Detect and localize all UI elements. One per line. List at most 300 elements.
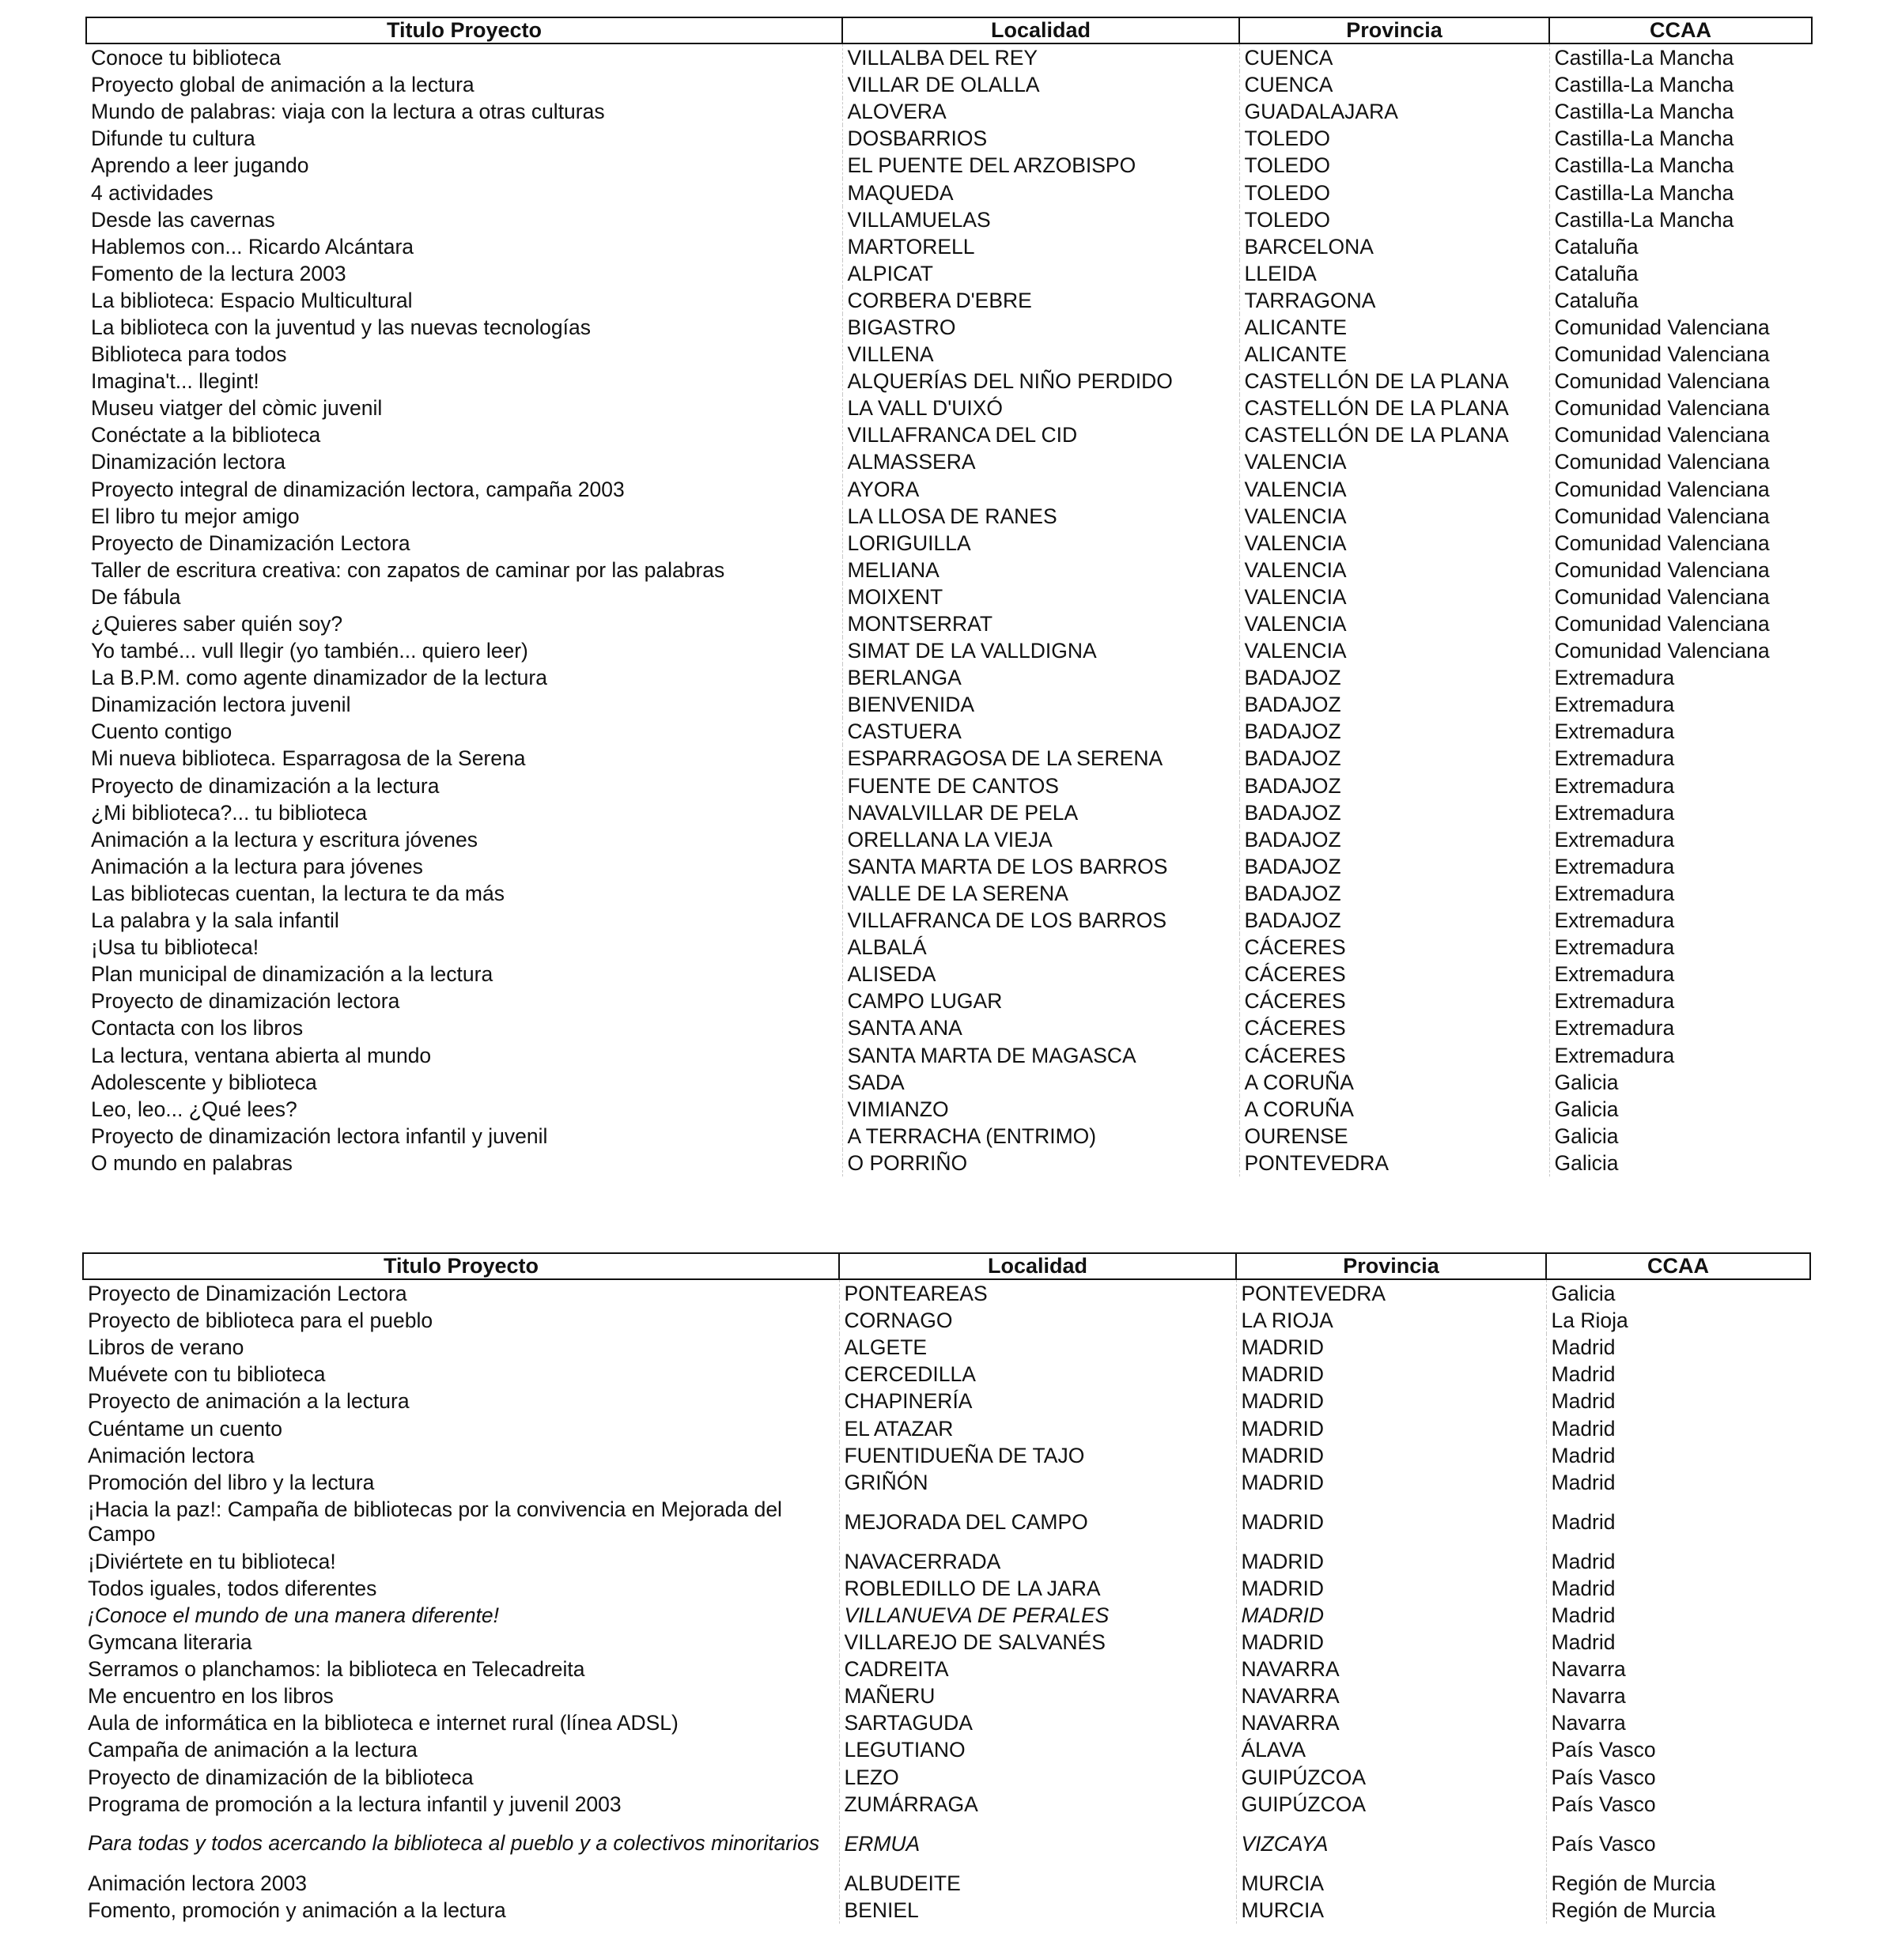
cell-provincia: CÁCERES [1239, 961, 1549, 988]
table-row [86, 1123, 1812, 1150]
cell-titulo: Hablemos con... Ricardo Alcántara [91, 234, 414, 259]
cell-provincia: PONTEVEDRA [1239, 1150, 1549, 1176]
cell-localidad: BENIEL [839, 1897, 1236, 1924]
cell-ccaa: Cataluña [1549, 233, 1812, 260]
table-row [86, 610, 1812, 637]
cell-ccaa: Extremadura [1549, 961, 1812, 988]
cell-titulo: La lectura, ventana abierta al mundo [91, 1043, 432, 1067]
table-row [83, 1602, 1810, 1629]
cell-titulo: El libro tu mejor amigo [91, 504, 300, 528]
cell-localidad: VILLAFRANCA DEL CID [842, 421, 1239, 448]
cell-provincia: LLEIDA [1239, 260, 1549, 287]
cell-localidad: O PORRIÑO [842, 1150, 1239, 1176]
cell-titulo: ¡Conoce el mundo de una manera diferente! [88, 1603, 500, 1627]
cell-ccaa: Comunidad Valenciana [1549, 557, 1812, 583]
cell-localidad: CADREITA [839, 1656, 1236, 1682]
cell-provincia: TOLEDO [1239, 125, 1549, 152]
table-row [83, 1818, 1810, 1870]
table-row [83, 1629, 1810, 1656]
cell-titulo: Serramos o planchamos: la biblioteca en Telecadreita [88, 1657, 585, 1682]
cell-titulo: Proyecto de dinamización lectora [91, 989, 400, 1014]
table-row [86, 421, 1812, 448]
cell-localidad: SIMAT DE LA VALLDIGNA [842, 637, 1239, 664]
table-row [86, 745, 1812, 772]
cell-provincia: CÁCERES [1239, 988, 1549, 1014]
cell-ccaa: Comunidad Valenciana [1549, 610, 1812, 637]
cell-titulo: Conoce tu biblioteca [91, 46, 282, 70]
cell-titulo: Cuéntame un cuento [88, 1416, 283, 1441]
cell-ccaa: Comunidad Valenciana [1549, 583, 1812, 610]
cell-provincia: TOLEDO [1239, 152, 1549, 179]
cell-localidad: ALPICAT [842, 260, 1239, 287]
cell-localidad: ALBALÁ [842, 934, 1239, 961]
cell-ccaa: País Vasco [1546, 1818, 1810, 1870]
cell-provincia: MURCIA [1236, 1870, 1546, 1897]
header-localidad: Localidad [839, 1253, 1236, 1279]
cell-ccaa: Navarra [1546, 1709, 1810, 1736]
cell-provincia: MADRID [1236, 1496, 1546, 1548]
cell-provincia: MADRID [1236, 1442, 1546, 1469]
cell-localidad: LORIGUILLA [842, 530, 1239, 557]
table-row [83, 1388, 1810, 1414]
cell-localidad: BERLANGA [842, 664, 1239, 691]
table-header-row [83, 1253, 1810, 1279]
cell-titulo: ¡Hacia la paz!: Campaña de bibliotecas por la convivencia en Mejorada del Campo [88, 1497, 782, 1546]
cell-provincia: CUENCA [1239, 43, 1549, 71]
table-row [86, 637, 1812, 664]
cell-localidad: MAQUEDA [842, 179, 1239, 206]
table-row [86, 826, 1812, 853]
table-row [86, 664, 1812, 691]
table-row [86, 583, 1812, 610]
cell-localidad: VIMIANZO [842, 1096, 1239, 1123]
cell-ccaa: Extremadura [1549, 988, 1812, 1014]
cell-localidad: ALMASSERA [842, 448, 1239, 475]
cell-ccaa: Castilla-La Mancha [1549, 43, 1812, 71]
cell-ccaa: Comunidad Valenciana [1549, 395, 1812, 421]
cell-localidad: ZUMÁRRAGA [839, 1791, 1236, 1818]
cell-ccaa: Comunidad Valenciana [1549, 341, 1812, 368]
header-provincia: Provincia [1239, 17, 1549, 43]
cell-titulo: Yo també... vull llegir (yo también... quiero leer) [91, 639, 528, 663]
cell-provincia: CÁCERES [1239, 1041, 1549, 1068]
table-row [86, 988, 1812, 1014]
table-row [83, 1496, 1810, 1548]
cell-titulo: Las bibliotecas cuentan, la lectura te da más [91, 881, 505, 905]
cell-ccaa: Comunidad Valenciana [1549, 448, 1812, 475]
table-row [83, 1764, 1810, 1791]
cell-provincia: MADRID [1236, 1629, 1546, 1656]
cell-ccaa: Castilla-La Mancha [1549, 206, 1812, 233]
cell-titulo: Plan municipal de dinamización a la lectura [91, 962, 493, 987]
table-row [83, 1361, 1810, 1388]
cell-titulo: O mundo en palabras [91, 1150, 293, 1175]
cell-titulo: Proyecto de biblioteca para el pueblo [88, 1309, 433, 1333]
table-row [86, 799, 1812, 826]
cell-ccaa: Madrid [1546, 1629, 1810, 1656]
cell-titulo: Animación lectora [88, 1443, 255, 1467]
cell-ccaa: Madrid [1546, 1602, 1810, 1629]
cell-ccaa: Castilla-La Mancha [1549, 71, 1812, 98]
cell-provincia: BADAJOZ [1239, 745, 1549, 772]
cell-provincia: A CORUÑA [1239, 1096, 1549, 1123]
cell-ccaa: Extremadura [1549, 934, 1812, 961]
table-row [86, 152, 1812, 179]
cell-localidad: ALQUERÍAS DEL NIÑO PERDIDO [842, 368, 1239, 395]
cell-provincia: TOLEDO [1239, 206, 1549, 233]
cell-ccaa: Galicia [1549, 1096, 1812, 1123]
table-row [83, 1897, 1810, 1924]
header-ccaa: CCAA [1549, 17, 1812, 43]
cell-localidad: FUENTIDUEÑA DE TAJO [839, 1442, 1236, 1469]
table-row [83, 1709, 1810, 1736]
table-row [86, 368, 1812, 395]
cell-ccaa: Extremadura [1549, 826, 1812, 853]
cell-provincia: VIZCAYA [1236, 1818, 1546, 1870]
table-row [83, 1870, 1810, 1897]
cell-ccaa: Madrid [1546, 1334, 1810, 1361]
cell-provincia: MADRID [1236, 1388, 1546, 1414]
cell-provincia: ALICANTE [1239, 314, 1549, 341]
cell-titulo: Promoción del libro y la lectura [88, 1470, 375, 1494]
table-row [86, 260, 1812, 287]
cell-titulo: Taller de escritura creativa: con zapatos de caminar por las palabras [91, 557, 725, 582]
cell-localidad: EL PUENTE DEL ARZOBISPO [842, 152, 1239, 179]
cell-provincia: GUIPÚZCOA [1236, 1791, 1546, 1818]
table-row [83, 1469, 1810, 1496]
cell-localidad: ORELLANA LA VIEJA [842, 826, 1239, 853]
cell-ccaa: Región de Murcia [1546, 1897, 1810, 1924]
cell-ccaa: Cataluña [1549, 287, 1812, 314]
cell-titulo: Me encuentro en los libros [88, 1684, 334, 1709]
table-row [86, 233, 1812, 260]
table-body [86, 43, 1812, 1176]
table-row [83, 1548, 1810, 1575]
cell-ccaa: Comunidad Valenciana [1549, 637, 1812, 664]
cell-titulo: Dinamización lectora juvenil [91, 693, 351, 717]
cell-titulo: Fomento, promoción y animación a la lectura [88, 1898, 506, 1922]
cell-titulo: Proyecto de Dinamización Lectora [91, 531, 410, 555]
cell-provincia: MURCIA [1236, 1897, 1546, 1924]
cell-ccaa: País Vasco [1546, 1736, 1810, 1763]
cell-localidad: AYORA [842, 476, 1239, 503]
header-ccaa: CCAA [1546, 1253, 1810, 1279]
cell-localidad: A TERRACHA (ENTRIMO) [842, 1123, 1239, 1150]
cell-provincia: ALICANTE [1239, 341, 1549, 368]
cell-ccaa: Comunidad Valenciana [1549, 421, 1812, 448]
table-row [83, 1334, 1810, 1361]
cell-localidad: VILLALBA DEL REY [842, 43, 1239, 71]
cell-ccaa: Extremadura [1549, 664, 1812, 691]
cell-ccaa: Galicia [1546, 1279, 1810, 1307]
cell-provincia: TARRAGONA [1239, 287, 1549, 314]
table-row [86, 853, 1812, 880]
cell-titulo: Aula de informática en la biblioteca e internet rural (línea ADSL) [88, 1711, 679, 1735]
cell-provincia: CÁCERES [1239, 1014, 1549, 1041]
table-row [86, 43, 1812, 71]
table-row [86, 179, 1812, 206]
cell-titulo: La B.P.M. como agente dinamizador de la lectura [91, 666, 547, 690]
cell-provincia: NAVARRA [1236, 1682, 1546, 1709]
table-row [86, 341, 1812, 368]
cell-localidad: ALOVERA [842, 98, 1239, 125]
cell-localidad: SANTA ANA [842, 1014, 1239, 1041]
cell-titulo: Campaña de animación a la lectura [88, 1738, 418, 1762]
table-row [86, 772, 1812, 799]
table-row [86, 503, 1812, 530]
header-provincia: Provincia [1236, 1253, 1546, 1279]
cell-localidad: CORNAGO [839, 1307, 1236, 1334]
cell-localidad: CHAPINERÍA [839, 1388, 1236, 1414]
table-row [83, 1442, 1810, 1469]
cell-localidad: SADA [842, 1069, 1239, 1096]
cell-localidad: NAVACERRADA [839, 1548, 1236, 1575]
cell-titulo: 4 actividades [91, 180, 214, 205]
cell-ccaa: Extremadura [1549, 718, 1812, 745]
cell-localidad: MAÑERU [839, 1682, 1236, 1709]
cell-ccaa: Comunidad Valenciana [1549, 530, 1812, 557]
cell-provincia: VALENCIA [1239, 530, 1549, 557]
table-row [86, 1041, 1812, 1068]
cell-ccaa: Madrid [1546, 1442, 1810, 1469]
cell-ccaa: Comunidad Valenciana [1549, 314, 1812, 341]
table-row [86, 476, 1812, 503]
cell-provincia: VALENCIA [1239, 476, 1549, 503]
cell-titulo: Proyecto integral de dinamización lectora, campaña 2003 [91, 477, 625, 501]
table-row [83, 1414, 1810, 1441]
cell-localidad: CORBERA D'EBRE [842, 287, 1239, 314]
cell-titulo: Proyecto de Dinamización Lectora [88, 1282, 407, 1306]
cell-titulo: De fábula [91, 584, 181, 609]
cell-titulo: Biblioteca para todos [91, 342, 287, 367]
cell-ccaa: La Rioja [1546, 1307, 1810, 1334]
cell-titulo: ¡Diviértete en tu biblioteca! [88, 1549, 336, 1573]
cell-titulo: Animación a la lectura para jóvenes [91, 854, 423, 878]
cell-provincia: VALENCIA [1239, 503, 1549, 530]
cell-provincia: BADAJOZ [1239, 691, 1549, 718]
cell-titulo: Animación lectora 2003 [88, 1871, 307, 1895]
cell-ccaa: Madrid [1546, 1361, 1810, 1388]
cell-titulo: Muévete con tu biblioteca [88, 1362, 326, 1387]
cell-ccaa: Navarra [1546, 1682, 1810, 1709]
cell-localidad: EL ATAZAR [839, 1414, 1236, 1441]
table-row [86, 961, 1812, 988]
cell-titulo: ¡Usa tu biblioteca! [91, 935, 259, 960]
cell-provincia: VALENCIA [1239, 610, 1549, 637]
table-row [86, 907, 1812, 934]
table-row [86, 880, 1812, 907]
cell-titulo: ¿Quieres saber quién soy? [91, 612, 343, 636]
cell-localidad: ESPARRAGOSA DE LA SERENA [842, 745, 1239, 772]
cell-ccaa: Madrid [1546, 1388, 1810, 1414]
header-titulo: Titulo Proyecto [83, 1253, 839, 1279]
cell-provincia: BARCELONA [1239, 233, 1549, 260]
cell-localidad: NAVALVILLAR DE PELA [842, 799, 1239, 826]
cell-localidad: FUENTE DE CANTOS [842, 772, 1239, 799]
cell-ccaa: País Vasco [1546, 1791, 1810, 1818]
cell-titulo: Leo, leo... ¿Qué lees? [91, 1097, 297, 1121]
cell-localidad: VILLAMUELAS [842, 206, 1239, 233]
cell-localidad: LA LLOSA DE RANES [842, 503, 1239, 530]
cell-titulo: Proyecto de animación a la lectura [88, 1389, 410, 1414]
cell-titulo: Adolescente y biblioteca [91, 1070, 317, 1094]
cell-titulo: ¿Mi biblioteca?... tu biblioteca [91, 800, 368, 825]
cell-provincia: GUADALAJARA [1239, 98, 1549, 125]
header-titulo: Titulo Proyecto [86, 17, 842, 43]
cell-provincia: OURENSE [1239, 1123, 1549, 1150]
cell-localidad: ROBLEDILLO DE LA JARA [839, 1575, 1236, 1602]
cell-ccaa: Galicia [1549, 1150, 1812, 1176]
cell-ccaa: Castilla-La Mancha [1549, 125, 1812, 152]
cell-localidad: MELIANA [842, 557, 1239, 583]
cell-localidad: PONTEAREAS [839, 1279, 1236, 1307]
table-row [86, 1150, 1812, 1176]
table-row [86, 1069, 1812, 1096]
cell-titulo: Animación a la lectura y escritura jóvenes [91, 827, 478, 852]
cell-provincia: MADRID [1236, 1469, 1546, 1496]
table-row [83, 1656, 1810, 1682]
table-row [83, 1575, 1810, 1602]
cell-provincia: BADAJOZ [1239, 718, 1549, 745]
cell-provincia: NAVARRA [1236, 1656, 1546, 1682]
cell-ccaa: Comunidad Valenciana [1549, 503, 1812, 530]
cell-provincia: CASTELLÓN DE LA PLANA [1239, 368, 1549, 395]
cell-titulo: La biblioteca: Espacio Multicultural [91, 288, 413, 312]
cell-ccaa: Extremadura [1549, 745, 1812, 772]
cell-titulo: Mi nueva biblioteca. Esparragosa de la Serena [91, 746, 526, 771]
cell-localidad: ALISEDA [842, 961, 1239, 988]
cell-ccaa: Galicia [1549, 1069, 1812, 1096]
table-row [86, 691, 1812, 718]
cell-localidad: MONTSERRAT [842, 610, 1239, 637]
cell-ccaa: Extremadura [1549, 772, 1812, 799]
cell-ccaa: Madrid [1546, 1414, 1810, 1441]
cell-localidad: MARTORELL [842, 233, 1239, 260]
cell-provincia: GUIPÚZCOA [1236, 1764, 1546, 1791]
cell-provincia: MADRID [1236, 1414, 1546, 1441]
table-row [86, 125, 1812, 152]
cell-ccaa: Castilla-La Mancha [1549, 152, 1812, 179]
cell-provincia: TOLEDO [1239, 179, 1549, 206]
cell-localidad: SANTA MARTA DE LOS BARROS [842, 853, 1239, 880]
cell-localidad: DOSBARRIOS [842, 125, 1239, 152]
cell-localidad: LEZO [839, 1764, 1236, 1791]
cell-titulo: Desde las cavernas [91, 207, 275, 232]
cell-localidad: GRIÑÓN [839, 1469, 1236, 1496]
cell-ccaa: Madrid [1546, 1575, 1810, 1602]
cell-ccaa: Madrid [1546, 1469, 1810, 1496]
cell-provincia: BADAJOZ [1239, 664, 1549, 691]
cell-titulo: Para todas y todos acercando la biblioteca al pueblo y a colectivos minoritarios [88, 1831, 820, 1856]
cell-ccaa: Madrid [1546, 1496, 1810, 1548]
cell-titulo: Proyecto de dinamización a la lectura [91, 773, 440, 798]
cell-provincia: MADRID [1236, 1548, 1546, 1575]
table-row [86, 98, 1812, 125]
cell-localidad: LEGUTIANO [839, 1736, 1236, 1763]
cell-ccaa: Navarra [1546, 1656, 1810, 1682]
cell-ccaa: Comunidad Valenciana [1549, 476, 1812, 503]
cell-ccaa: Extremadura [1549, 1041, 1812, 1068]
cell-provincia: BADAJOZ [1239, 772, 1549, 799]
cell-localidad: ALBUDEITE [839, 1870, 1236, 1897]
cell-ccaa: Región de Murcia [1546, 1870, 1810, 1897]
cell-localidad: CAMPO LUGAR [842, 988, 1239, 1014]
cell-ccaa: Galicia [1549, 1123, 1812, 1150]
cell-titulo: Todos iguales, todos diferentes [88, 1576, 377, 1600]
table-row [86, 934, 1812, 961]
cell-localidad: ERMUA [839, 1818, 1236, 1870]
cell-provincia: VALENCIA [1239, 583, 1549, 610]
cell-titulo: La biblioteca con la juventud y las nuevas tecnologías [91, 315, 592, 339]
cell-provincia: CASTELLÓN DE LA PLANA [1239, 421, 1549, 448]
cell-provincia: BADAJOZ [1239, 907, 1549, 934]
cell-titulo: Programa de promoción a la lectura infantil y juvenil 2003 [88, 1792, 622, 1816]
table-row [86, 530, 1812, 557]
cell-titulo: Conéctate a la biblioteca [91, 423, 321, 448]
cell-localidad: VALLE DE LA SERENA [842, 880, 1239, 907]
table-row [86, 1096, 1812, 1123]
cell-localidad: VILLAREJO DE SALVANÉS [839, 1629, 1236, 1656]
table-row [86, 71, 1812, 98]
cell-titulo: Cuento contigo [91, 719, 233, 744]
cell-provincia: A CORUÑA [1239, 1069, 1549, 1096]
cell-provincia: NAVARRA [1236, 1709, 1546, 1736]
cell-ccaa: Extremadura [1549, 691, 1812, 718]
cell-titulo: Aprendo a leer jugando [91, 153, 309, 178]
cell-ccaa: Extremadura [1549, 907, 1812, 934]
cell-titulo: Imagina't... llegint! [91, 369, 259, 394]
cell-titulo: Libros de verano [88, 1335, 244, 1360]
cell-localidad: CERCEDILLA [839, 1361, 1236, 1388]
table-row [86, 718, 1812, 745]
cell-provincia: MADRID [1236, 1575, 1546, 1602]
cell-provincia: VALENCIA [1239, 448, 1549, 475]
projects-table-2 [82, 1252, 1811, 1924]
projects-table-1 [85, 17, 1813, 1176]
cell-ccaa: Extremadura [1549, 799, 1812, 826]
cell-provincia: BADAJOZ [1239, 826, 1549, 853]
cell-localidad: VILLAFRANCA DE LOS BARROS [842, 907, 1239, 934]
cell-provincia: MADRID [1236, 1361, 1546, 1388]
cell-localidad: CASTUERA [842, 718, 1239, 745]
table-row [86, 448, 1812, 475]
cell-localidad: MOIXENT [842, 583, 1239, 610]
table-row [86, 206, 1812, 233]
cell-provincia: BADAJOZ [1239, 853, 1549, 880]
table-row [83, 1736, 1810, 1763]
cell-localidad: ALGETE [839, 1334, 1236, 1361]
cell-localidad: VILLAR DE OLALLA [842, 71, 1239, 98]
cell-ccaa: Madrid [1546, 1548, 1810, 1575]
cell-titulo: Proyecto de dinamización de la biblioteca [88, 1765, 474, 1789]
cell-titulo: Museu viatger del còmic juvenil [91, 396, 383, 421]
cell-titulo: Contacta con los libros [91, 1016, 304, 1040]
table-row [83, 1279, 1810, 1307]
table-row [83, 1682, 1810, 1709]
cell-provincia: VALENCIA [1239, 557, 1549, 583]
table-row [86, 557, 1812, 583]
cell-provincia: PONTEVEDRA [1236, 1279, 1546, 1307]
cell-localidad: BIGASTRO [842, 314, 1239, 341]
cell-titulo: Gymcana literaria [88, 1630, 252, 1655]
cell-localidad: BIENVENIDA [842, 691, 1239, 718]
cell-ccaa: Castilla-La Mancha [1549, 179, 1812, 206]
table-row [83, 1307, 1810, 1334]
header-localidad: Localidad [842, 17, 1239, 43]
cell-localidad: LA VALL D'UIXÓ [842, 395, 1239, 421]
table-row [86, 314, 1812, 341]
cell-provincia: CÁCERES [1239, 934, 1549, 961]
